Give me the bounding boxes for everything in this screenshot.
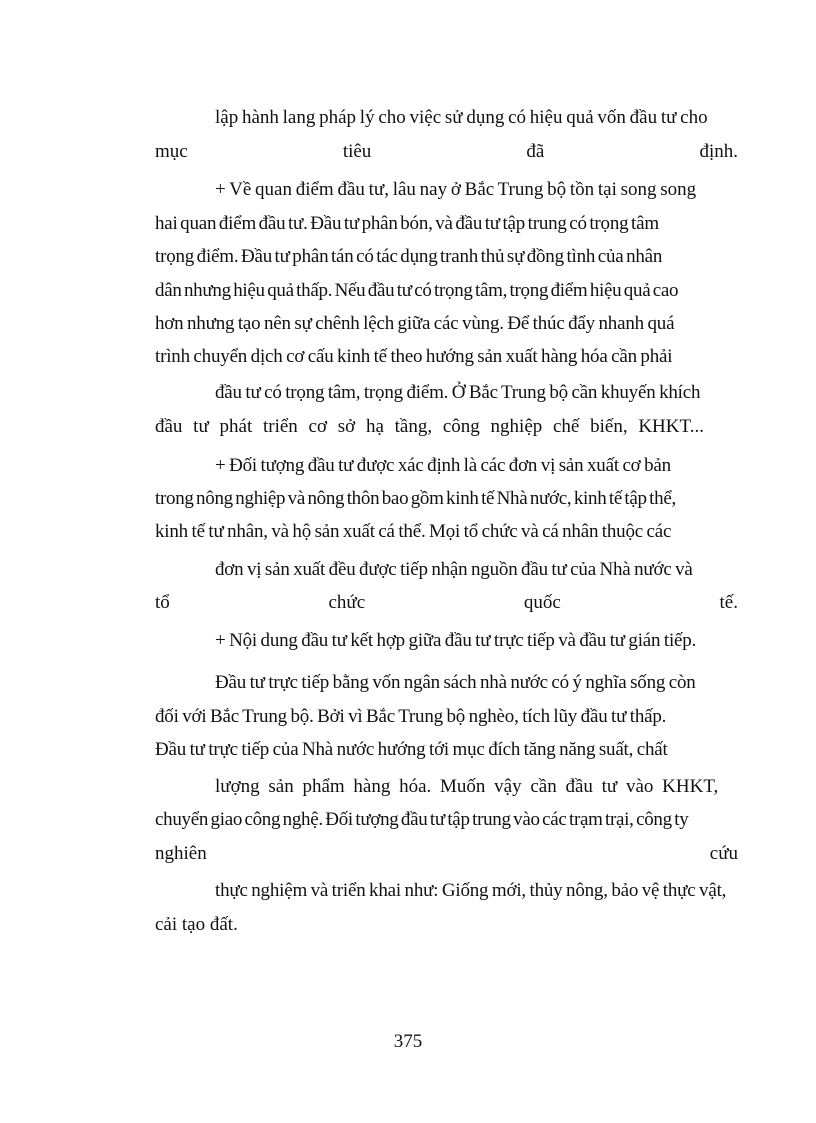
text-line: lượng sản phẩm hàng hóa. Muốn vậy cần đầu tư vào KHKT, xyxy=(215,776,719,797)
text-line: + Đối tượng đầu tư được xác định là các đơn vị sản xuất cơ bản xyxy=(215,455,671,476)
text-line: + Nội dung đầu tư kết hợp giữa đầu tư trực tiếp và đầu tư gián tiếp. xyxy=(215,630,697,651)
text-line: trong nông nghiệp và nông thôn bao gồm kinh tế Nhà nước, kinh tế tập thể, xyxy=(155,488,676,509)
text-line: kinh tế tư nhân, và hộ sản xuất cá thể. Mọi tổ chức và cá nhân thuộc các xyxy=(155,521,672,542)
text-line: nghiên cứu xyxy=(155,843,738,864)
text-line: + Về quan điểm đầu tư, lâu nay ở Bắc Trung bộ tồn tại song song xyxy=(215,179,697,200)
text-line: đầu tư phát triển cơ sở hạ tầng, công nghiệp chế biến, KHKT... xyxy=(155,416,704,437)
text-line: trọng điểm. Đầu tư phân tán có tác dụng tranh thủ sự đồng tình của nhân xyxy=(155,246,663,267)
text-line: dân nhưng hiệu quả thấp. Nếu đầu tư có trọng tâm, trọng điểm hiệu quả cao xyxy=(155,280,679,301)
text-line: chuyển giao công nghệ. Đối tượng đầu tư tập trung vào các trạm trại, công ty xyxy=(155,809,689,830)
text-line: lập hành lang pháp lý cho việc sử dụng có hiệu quả vốn đầu tư cho xyxy=(215,107,708,128)
text-line: trình chuyển dịch cơ cấu kinh tế theo hướng sản xuất hàng hóa cần phải xyxy=(155,346,673,367)
text-line: Đầu tư trực tiếp bằng vốn ngân sách nhà nước có ý nghĩa sống còn xyxy=(215,672,696,693)
page-number: 375 xyxy=(393,1031,423,1052)
text-line: đối với Bắc Trung bộ. Bởi vì Bắc Trung bộ nghèo, tích lũy đầu tư thấp. xyxy=(155,706,667,727)
text-line: tổ chức quốc tế. xyxy=(155,592,738,613)
text-line: thực nghiệm và triển khai như: Giống mới, thủy nông, bảo vệ thực vật, xyxy=(215,880,727,901)
text-line: mục tiêu đã định. xyxy=(155,141,738,162)
text-line: đầu tư có trọng tâm, trọng điểm. Ở Bắc Trung bộ cần khuyến khích xyxy=(215,382,701,403)
text-line: cải tạo đất. xyxy=(155,914,238,935)
text-line: hơn nhưng tạo nên sự chênh lệch giữa các vùng. Để thúc đẩy nhanh quá xyxy=(155,313,675,334)
text-line: hai quan điểm đầu tư. Đầu tư phân bón, và đầu tư tập trung có trọng tâm xyxy=(155,213,659,234)
text-line: Đầu tư trực tiếp của Nhà nước hướng tới mục đích tăng năng suất, chất xyxy=(155,739,668,760)
text-line: đơn vị sản xuất đều được tiếp nhận nguồn đầu tư của Nhà nước và xyxy=(215,559,693,580)
